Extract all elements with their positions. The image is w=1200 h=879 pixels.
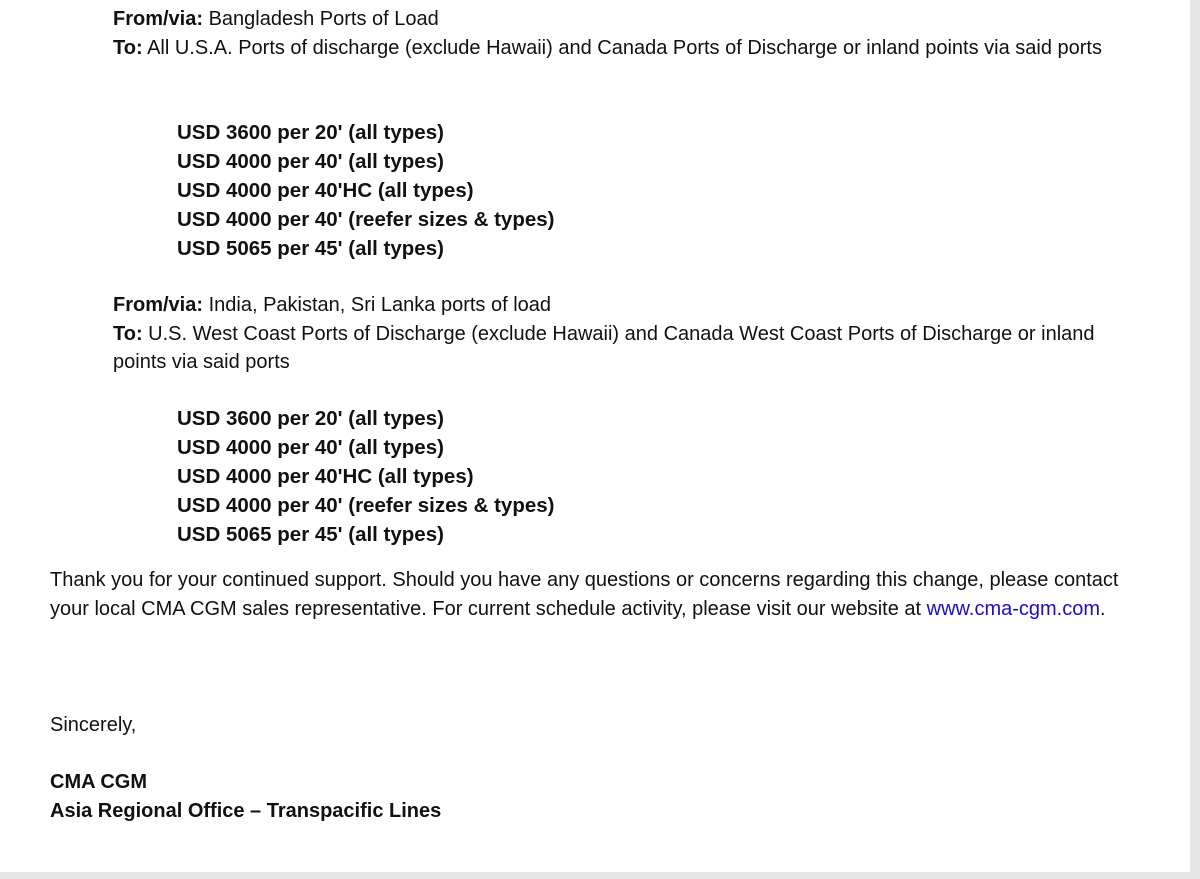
website-link[interactable]: www.cma-cgm.com — [926, 597, 1101, 620]
rate-item: USD 4000 per 40' (reefer sizes & types) — [177, 208, 555, 231]
from-value: India, Pakistan, Sri Lanka ports of load — [208, 294, 552, 316]
to-value: U.S. West Coast Ports of Discharge (exclude Hawaii) and Canada West Coast Ports of Discharge or inland points via said ports — [113, 322, 1095, 374]
from-label: From/via: — [113, 8, 204, 30]
route-section-2 — [113, 291, 1123, 377]
closing-period: . — [1100, 597, 1106, 620]
closing-paragraph — [50, 566, 1160, 623]
closing-text: Thank you for your continued support. Should you have any questions or concerns regarding this change, please contact your local CMA CGM sales representative. For current schedule activity, please visit our website at — [50, 569, 1119, 620]
rate-item: USD 5065 per 45' (all types) — [177, 237, 444, 260]
rate-item: USD 4000 per 40'HC (all types) — [177, 179, 474, 202]
rate-item: USD 4000 per 40' (all types) — [177, 436, 444, 459]
to-value: All U.S.A. Ports of discharge (exclude Hawaii) and Canada Ports of Discharge or inland points via said ports — [147, 36, 1102, 59]
rate-item: USD 3600 per 20' (all types) — [177, 407, 444, 430]
from-line — [113, 291, 1123, 320]
office-name: Asia Regional Office – Transpacific Lines — [50, 800, 442, 822]
rate-list-2 — [177, 404, 554, 549]
to-label: To: — [113, 322, 143, 345]
salutation: Sincerely, — [50, 714, 137, 736]
from-line — [113, 5, 1123, 34]
rate-item: USD 5065 per 45' (all types) — [177, 523, 444, 546]
rate-list-1 — [177, 118, 554, 263]
to-label: To: — [113, 36, 143, 59]
rate-item: USD 3600 per 20' (all types) — [177, 121, 444, 144]
rate-item: USD 4000 per 40' (reefer sizes & types) — [177, 494, 555, 517]
rate-item: USD 4000 per 40' (all types) — [177, 150, 444, 173]
to-line — [113, 34, 1123, 63]
company-name: CMA CGM — [50, 771, 148, 793]
rate-item: USD 4000 per 40'HC (all types) — [177, 465, 474, 488]
from-value: Bangladesh Ports of Load — [208, 8, 439, 30]
route-section-1 — [113, 5, 1123, 62]
to-line — [113, 320, 1123, 377]
from-label: From/via: — [113, 294, 204, 316]
